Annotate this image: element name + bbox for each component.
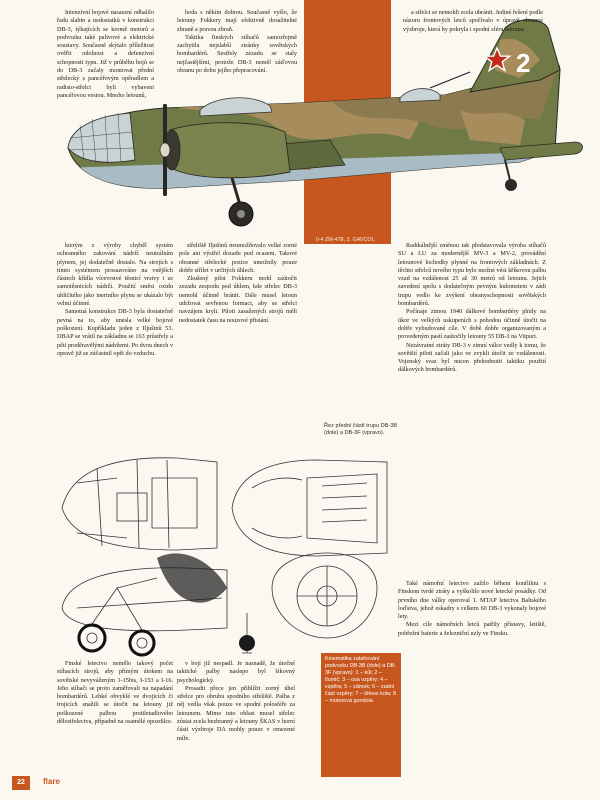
nose-caption: Řez přední částí trupu DB-3B (dole) a DB-3F (vpravo). [324,423,398,436]
paragraph: střeliště Iljušinů neumožňovalo velké zorné pole ani výstřel dozadu pod ocasem. Takové obranné střelecké pozice umožnily pouze dobře střílet v určitých úhlech. [179,242,297,274]
text-column-g [57,660,173,726]
paragraph: Taktika finských stíhačů samozřejmě zachytila nejslabší stránky sovětských bombardérů. Sestřely zezadu se staly nejčastějšími, protože DB-3 neměl záďovou obranu po dobu jejího přepracování. [177,33,297,75]
text-column-c [403,9,543,34]
text-column-h [177,660,295,743]
text-column-b [177,9,297,75]
paragraph: v boji již nespadl. Je nasnadě, že útočné taktické palby naslepo byl šikovný psychologický. [177,660,295,684]
page-number: 22 [12,776,30,790]
paragraph: Radikálnější změnou tak představovala výroba stíhačů SU a LU za modernější MV-3 a MV-2, provádění letounové lochodky plynné na frontových základnách. Z těchto střelců nového typu bylo možné vést kříkovou palbu vzad na vzdálenost 25 až 30 metrů od letounu. Jejich zavedení spolu s dodatečným pevným kulometem v zádi trupu vedlo ke zvýšení obranyschopnosti sovětských bombardérů. [398,242,546,308]
paragraph: Zkušený pilot Fokkeru mohl zaútočit zezadu zespodu pod úhlem, kde střelec DB-3 nemohl účinně bránit. Dále musel letoun udržovat sevřenou formaci, aby se střelci navzájem kryli. Piloti zasažených strojů měli nedostatek času na nouzové přistání. [179,275,297,324]
paragraph: kterým z výroby chyběl systém ochranného zakování nádrží neutrálním plynem, jej dodatečně dostalo. Na strojích s tímto systémem prosazováno na vnějších částech křídla vícevrstvé těsnicí vrstvy i ze samotěsnicích nádrží. Použití směsi oxidu uhličitého jako inertního plynu se ukázalo být velmi účinné. [57,242,173,308]
text-column-d [57,242,173,358]
paragraph: a střelci se nemohli zcela ubránit. Jediné řešení podle názoru frontových letců spočívalo v úpravě obranné výzbroje, která by pokryla i spodní sféru letounu. [403,9,543,33]
plane-caption: Il-4 ZM-478, 3. GAVCOL [316,237,375,243]
paragraph: Nezávratné ztráty DB-3 v zimní válce vedly k tomu, že sovětští piloti začali jako ve zvykli útočit ze vzdálenosti. Vojenský svaz byl nucen přehodnotit taktiku použití dálkových bombardérů. [398,341,546,374]
paragraph: Také námořní letectvo zažilo během konfliktu s Finskem tvrdé ztráty a vyškolilo nové letecké posádky. Od prvního dne války operoval 1. MTAP letectva Baltského loďstva, jehož eskadry s celkem 60 DB-3 vykonaly bojové lety. [398,580,546,621]
tail-number: 2 [516,48,531,78]
paragraph: Samotná konstrukce DB-3 byla dostatečně pevná na to, aby unesla velké bojové poškození. Kupříkladu jeden z Iljušinů 53. DBAP se vrátil na základnu se 163 průstřely a pěti proděravělými nádržemi. Po dvou dnech v opravě již se zúčastnil opět do vzduchu. [57,308,173,357]
text-column-e [179,242,297,325]
cockpit-caption: Kinematika zatahování podvozku DB-3B (dole) a DB-3F (vpravo): 1 – kůl; 2 – tlumič; 3 – osa vzpěry; 4 – vzpěra; 5 – zámek; 6 – zadní část vzpěry; 7 – těleso kola; 8 – motorová gondola. [321,653,401,777]
text-column-a [57,9,154,100]
paragraph: Prosadit přece jen přiblížit zorný úhel střelce pro obrubu spodního střeliště. Palba z něj vedla však pouze ve spodní polosféře za letounem. Mimo tuto oblast musel střelec zůstat zcela bezbranný a letouny ŠKAS v horní části výzbroje DA mohly pouze v omezené míře. [177,684,295,742]
paragraph: Počínaje zimou 1940 dálkové bombardéry plnily na úkor ve velkých uskupeních s pohodou účinně útočit na dobře vybudované cíle. V době dobře organizovaným a provedeným pastí zaútočily letouny 55 DB-3 na Viipuri. [398,308,546,341]
paragraph: Intenzivní bojové nasazení odhalilo řadu slabin a nedostatků v konstrukci DB-3, týkajících se kromě motorů a podvozku také palivové a elektrické soustavy. Současně skýtalo příležitost ověřit odolnost a defenzivní schopnosti typu. Již v průběhu bojů se do DB-3 začaly montovat přední střelecký s pancéřovým opěradlem a radisto-střelci byli vybaveni pancéřovou vestou. Mnoho letounů, [57,9,154,99]
paragraph: Finské letectvo nemělo takový počet stíhacích strojů, aby přímým útokem na sovětské nevyváženým 1-15bis, I-153 a I-16. Jeho stíhači se proto zaměřovali na napadání bombardérů. Lehké obvyklé ve dvojicích či trojicích snažili se útočit na letouny již poškozené palbou protiletadlového dělostřelectva, případně na osamělé opozdilce. [57,660,173,726]
text-column-i [398,580,546,638]
paragraph: hoda s někím dobrou. Současně vyšlo, že letouny Fokkery mají efektivně dosažitelné zbraně a pravou zbraň. [177,9,297,33]
magazine-brand: flare [43,777,60,786]
paragraph: Mezi cíle námořních letců patřily přístavy, letiště, pobřežní baterie a železniční uzly ve Finsku. [398,621,546,637]
text-column-f [398,242,546,375]
nose-section-drawings [57,438,397,660]
